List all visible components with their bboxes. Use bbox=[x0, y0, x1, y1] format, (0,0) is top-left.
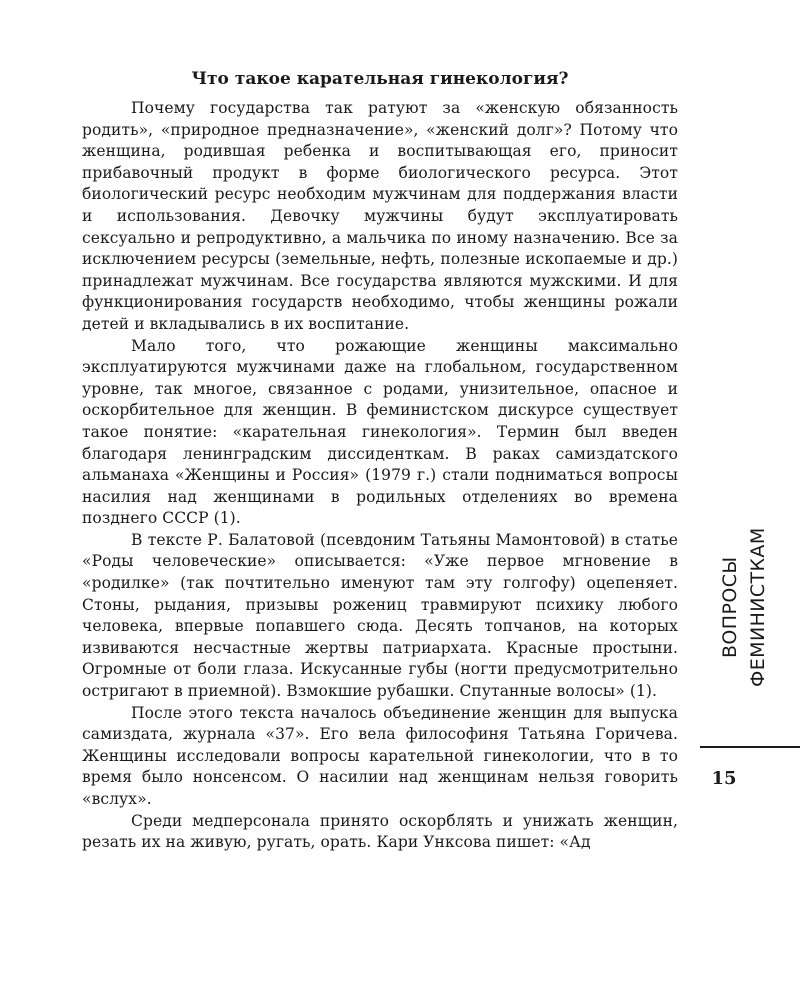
paragraph: После этого текста началось объединение женщин для выпуска самиздата, журнала «37». Его вела философиня Татьяна Горичева. Женщины исследовали вопросы карательной гинекологии, что в то время было нонсенсом. О насилии над женщинам нельзя говорить «вслух». bbox=[82, 703, 678, 808]
running-title: ВОПРОСЫ ФЕМИНИСТКАМ bbox=[719, 527, 769, 687]
section-title: Что такое карательная гинекология? bbox=[191, 69, 569, 89]
paragraph: Среди медперсонала принято оскорблять и унижать женщин, резать их на живую, ругать, орать. Кари Унксова пишет: «Ад bbox=[82, 811, 678, 852]
side-divider bbox=[700, 746, 800, 748]
paragraph: В тексте Р. Балатовой (псевдоним Татьяны Мамонтовой) в статье «Роды человеческие» описывается: «Уже первое мгновение в «родилке» (так почтительно именуют там эту голгофу) оцепеняет. Стоны, рыдания, призывы рожениц травмируют психику любого человека, впервые попавшего сюда. Десять топчанов, на которых извиваются несчастные жертвы патриархата. Красные простыни. Огромные от боли глаза. Искусанные губы (ногти предусмотрительно остригают в приемной). Взмокшие рубашки. Спутанные волосы» (1). bbox=[82, 530, 678, 701]
page-number: 15 bbox=[711, 768, 737, 789]
paragraph: Почему государства так ратуют за «женскую обязанность родить», «природное предназначение», «женский долг»? Потому что женщина, родившая ребенка и воспитывающая его, приносит прибавочный продукт в форме биологического ресурса. Этот биологический ресурс необходим мужчинам для поддержания власти и использования. Девочку мужчины будут эксплуатировать сексуально и репродуктивно, а мальчика по иному назначению. Все за исключением ресурсы (земельные, нефть, полезные ископаемые и др.) принадлежат мужчинам. Все государства являются мужскими. И для функционирования государств необходимо, чтобы женщины рожали детей и вкладывались в их воспитание. bbox=[82, 99, 678, 333]
paragraph: Мало того, что рожающие женщины максимально эксплуатируются мужчинами даже на глобальном, государственном уровне, так многое, связанное с родами, унизительное, опасное и оскорбительное для женщин. В феминистском дискурсе существует такое понятие: «карательная гинекология». Термин был введен благодаря ленинградским диссиденткам. В раках самиздатского альманаха «Женщины и Россия» (1979 г.) стали подниматься вопросы насилия над женщинами в родильных отделениях во времена позднего СССР (1). bbox=[82, 336, 678, 528]
body-text bbox=[82, 98, 678, 854]
